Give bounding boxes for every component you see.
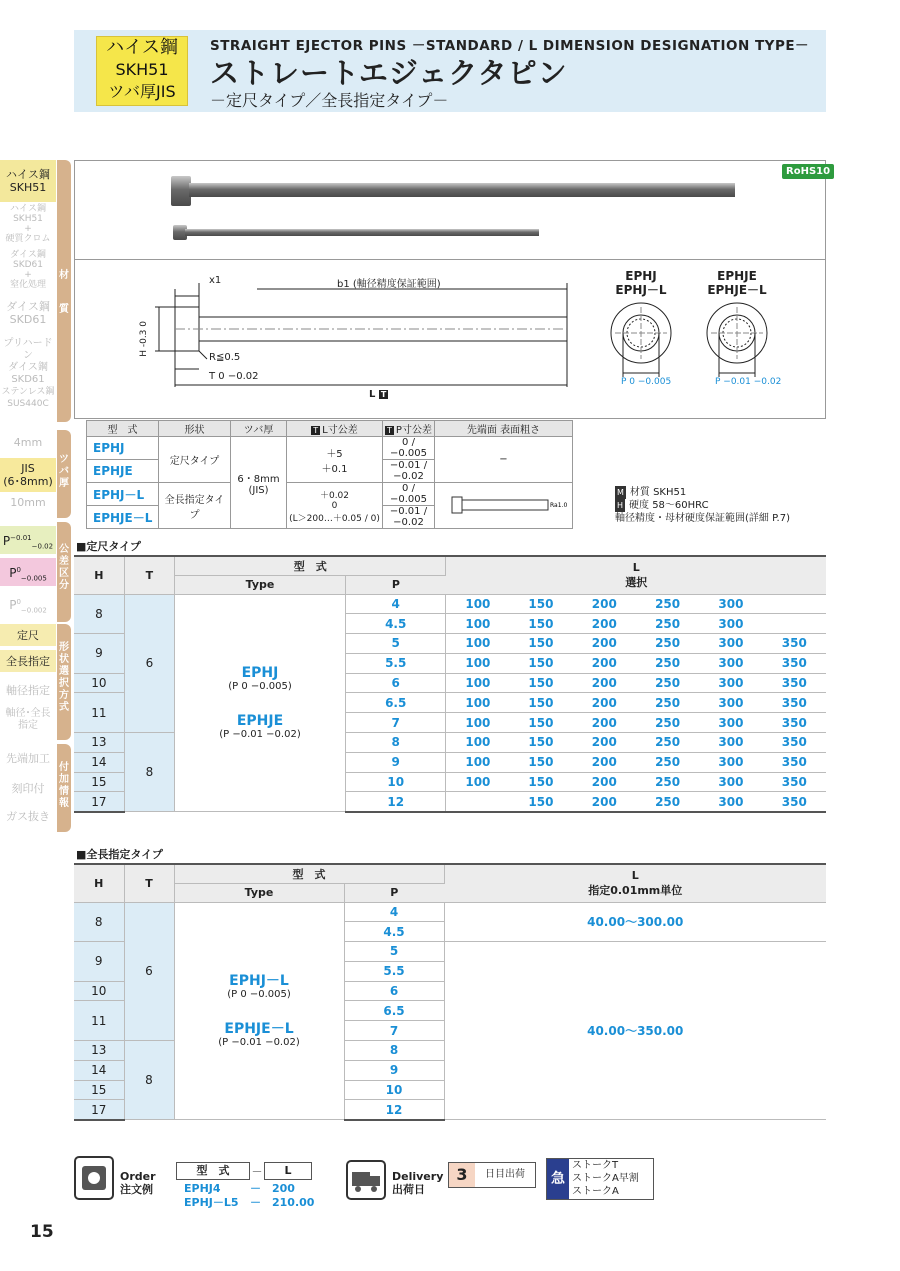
t2-p-header: P	[344, 883, 444, 902]
l-cell: 100	[446, 634, 509, 654]
spec-shape-length: 全長指定タイプ	[159, 483, 231, 529]
delivery-label: Delivery 出荷日	[392, 1170, 444, 1196]
p-cell: 4	[344, 902, 444, 922]
circle2-title: EPHJE EPHJE－L	[707, 269, 767, 297]
l-cell: 200	[573, 713, 636, 733]
t2-h-header: H	[74, 864, 124, 902]
t-cell: 8	[124, 1041, 174, 1120]
drawing-box	[74, 259, 826, 419]
h-cell: 13	[74, 733, 124, 753]
p-cell: 10	[345, 772, 446, 792]
h-cell: 10	[74, 981, 124, 1001]
sidenav-length-spec[interactable]: 全長指定	[0, 650, 56, 672]
order-head-model: 型 式	[176, 1162, 250, 1180]
l-cell: 300	[699, 594, 762, 614]
l-cell	[763, 614, 826, 634]
p-cell: 4	[345, 594, 446, 614]
standard-table	[74, 555, 826, 813]
hardness-mark: H	[617, 501, 624, 510]
pin-small-shaft	[185, 229, 539, 236]
l-cell: 200	[573, 772, 636, 792]
order-head-l: L	[264, 1162, 312, 1180]
sidenav-engraved[interactable]: 刻印付	[11, 782, 45, 795]
l-cell: 300	[699, 634, 762, 654]
l-cell: 250	[636, 634, 699, 654]
order-example: 型 式 － L EPHJ4 － 200 EPHJ－L5 － 210.00	[176, 1162, 314, 1210]
sidebar-tol-tab: 公 差 区 分	[57, 522, 71, 622]
l-cell: 200	[573, 792, 636, 812]
l-cell: 300	[699, 792, 762, 812]
urgent-icon: 急	[547, 1159, 569, 1199]
spec-ltol-std: ＋5 ＋0.1	[287, 437, 383, 483]
page-subtitle: －定尺タイプ／全長指定タイプ－	[210, 91, 449, 110]
l-cell: 150	[509, 634, 572, 654]
h-cell: 17	[74, 1100, 124, 1120]
title-en: STRAIGHT EJECTOR PINS －STANDARD / L DIMENSION DESIGNATION TYPE－	[210, 38, 810, 54]
sidenav-sus440c[interactable]: ステンレス鋼 SUS440C	[1, 387, 55, 409]
l-cell: 150	[509, 594, 572, 614]
h-cell: 14	[74, 752, 124, 772]
l-cell: 100	[446, 653, 509, 673]
h-cell: 13	[74, 1041, 124, 1061]
pin-small-head	[173, 225, 187, 240]
sidenav-skd61-nitride[interactable]: ダイス鋼 SKD61 + 窒化処理	[9, 250, 46, 290]
l-cell: 100	[446, 752, 509, 772]
l-cell: 300	[699, 614, 762, 634]
order-icon	[74, 1156, 114, 1203]
l-cell: 100	[446, 733, 509, 753]
sidenav-skh51-chrome[interactable]: ハイス鋼 SKH51 + 硬質クロム	[5, 204, 51, 244]
sidenav-skh51[interactable]: ハイス鋼 SKH51	[0, 160, 56, 202]
l-cell: 350	[763, 733, 826, 753]
l-cell: 200	[573, 594, 636, 614]
l-cell: 150	[509, 772, 572, 792]
sidenav-tol-b[interactable]: $P^0_{-0.005}$	[0, 558, 56, 586]
l-cell: 350	[763, 653, 826, 673]
l-cell: 200	[573, 653, 636, 673]
circle1-title: EPHJ EPHJ－L	[615, 269, 667, 297]
pin-photo-svg	[75, 161, 827, 261]
l-cell	[763, 594, 826, 614]
t-cell: 6	[124, 902, 174, 1041]
sidenav-dia-spec[interactable]: 軸径指定	[6, 684, 50, 697]
p-cell: 8	[344, 1041, 444, 1061]
sidenav-tip[interactable]: 先端加工	[6, 752, 50, 765]
sidenav-vent[interactable]: ガス抜き	[6, 810, 50, 823]
l-cell: 100	[446, 713, 509, 733]
p-cell: 4.5	[345, 614, 446, 634]
sidenav-skd61[interactable]: ダイス鋼 SKD61	[6, 300, 50, 326]
sidenav-prehardened[interactable]: プリハードン ダイス鋼 SKD61	[3, 338, 53, 385]
spec-model-ephj: EPHJ	[87, 437, 159, 460]
pin-large-shaft	[189, 183, 735, 197]
page-title: ストレートエジェクタピン	[210, 56, 568, 90]
table-row	[74, 902, 826, 922]
t2-l-header: L 指定0.01mm単位	[444, 864, 826, 902]
spec-shape-standard: 定尺タイプ	[159, 437, 231, 483]
delivery-truck-icon	[346, 1160, 386, 1203]
dim-t: T 0 −0.02	[209, 371, 259, 382]
l-cell: 100	[446, 673, 509, 693]
t1-p-header: P	[345, 575, 446, 594]
l-cell: 300	[699, 653, 762, 673]
l-cell: 150	[509, 693, 572, 713]
l-cell: 300	[699, 752, 762, 772]
h-cell: 14	[74, 1060, 124, 1080]
h-cell: 11	[74, 693, 124, 733]
spec-h-ptol: T P寸公差	[383, 421, 435, 437]
spec-ltol-len: ＋0.02 0 (L＞200…＋0.05 / 0)	[287, 483, 383, 529]
l-cell: 300	[699, 673, 762, 693]
spec-model-ephje: EPHJE	[87, 460, 159, 483]
l-cell: 250	[636, 733, 699, 753]
l-cell: 300	[699, 713, 762, 733]
sidebar-shape-tab: 形 状 選 択 方 式	[57, 624, 71, 740]
h-cell: 15	[74, 1080, 124, 1100]
t-cell: 8	[124, 733, 174, 812]
sidenav-dia-length-spec[interactable]: 軸径･全長 指定	[5, 708, 51, 731]
sidenav-standard[interactable]: 定尺	[0, 624, 56, 646]
l-cell: 250	[636, 653, 699, 673]
l-cell: 250	[636, 713, 699, 733]
p-cell: 4.5	[344, 922, 444, 942]
h-cell: 15	[74, 772, 124, 792]
spec-h-ltol: T L寸公差	[287, 421, 383, 437]
l-range-cell: 40.00～350.00	[444, 942, 826, 1120]
spec-ptol-1: 0 / −0.005	[383, 437, 435, 460]
p-cell: 6	[345, 673, 446, 693]
l-cell: 350	[763, 713, 826, 733]
spec-ptol-2: −0.01 / −0.02	[383, 460, 435, 483]
l-cell	[446, 792, 509, 812]
type-cell: EPHJ－L (P 0 −0.005) EPHJE－L (P −0.01 −0.02)	[174, 902, 344, 1120]
l-cell: 300	[699, 772, 762, 792]
l-cell: 350	[763, 634, 826, 654]
spec-h-flange: ツバ厚	[231, 421, 287, 437]
sidenav-flange-4mm[interactable]: 4mm	[13, 436, 43, 449]
l-cell: 350	[763, 693, 826, 713]
l-cell: 100	[446, 594, 509, 614]
spec-h-rough: 先端面 表面粗さ	[435, 421, 573, 437]
spec-ptol-4: −0.01 / −0.02	[383, 506, 435, 529]
dim-r: R≦0.5	[209, 352, 241, 363]
dim-l: L T	[369, 389, 387, 400]
p-cell: 6	[344, 981, 444, 1001]
dim-b1: b1 (軸径精度保証範囲)	[337, 279, 441, 290]
stroke-service[interactable]: 急 ストークT ストークA早割 ストークA	[546, 1158, 654, 1200]
svg-text:Ra1.0: Ra1.0	[549, 502, 567, 509]
circle2-tol: P −0.01 −0.02	[715, 377, 782, 387]
spec-h-shape: 形状	[159, 421, 231, 437]
l-cell: 350	[763, 792, 826, 812]
l-cell: 150	[509, 614, 572, 634]
section-length-title: ■全長指定タイプ	[76, 848, 163, 861]
length-table	[74, 863, 826, 1121]
h-cell: 17	[74, 792, 124, 812]
pin-large-head	[171, 176, 191, 206]
delivery-days: 3 日目出荷	[448, 1162, 536, 1188]
p-cell: 12	[344, 1100, 444, 1120]
section-standard-title: ■定尺タイプ	[76, 540, 141, 553]
spec-flange: 6・8mm (JIS)	[231, 437, 287, 529]
type-cell: EPHJ (P 0 −0.005) EPHJE (P −0.01 −0.02)	[175, 594, 346, 812]
l-range-cell: 40.00～300.00	[444, 902, 826, 942]
p-cell: 5.5	[345, 653, 446, 673]
l-cell: 250	[636, 752, 699, 772]
l-cell: 250	[636, 772, 699, 792]
l-cell: 200	[573, 614, 636, 634]
p-cell: 9	[345, 752, 446, 772]
t1-type-header: Type	[175, 575, 346, 594]
l-cell: 150	[509, 713, 572, 733]
dim-x1: x1	[209, 275, 222, 286]
page-number: 15	[30, 1222, 54, 1242]
h-cell: 8	[74, 594, 124, 634]
spec-model-ephj-l: EPHJ－L	[87, 483, 159, 506]
t2-model-header: 型 式	[174, 864, 444, 883]
p-cell: 7	[344, 1021, 444, 1041]
circle1-tol: P 0 −0.005	[621, 377, 672, 387]
sidebar-extra-tab: 付 加 情 報	[57, 744, 71, 832]
p-cell: 5	[344, 942, 444, 962]
p-cell: 5.5	[344, 961, 444, 981]
l-cell: 200	[573, 693, 636, 713]
t2-t-header: T	[124, 864, 174, 902]
spec-rough-std: −	[435, 437, 573, 483]
l-cell: 350	[763, 673, 826, 693]
material-mark: M	[617, 488, 624, 497]
p-cell: 12	[345, 792, 446, 812]
table-row	[74, 594, 826, 614]
p-cell: 8	[345, 733, 446, 753]
t1-model-header: 型 式	[175, 556, 446, 575]
spec-table	[86, 420, 573, 529]
dim-h: H -0.3 0	[139, 321, 149, 357]
badge-line-2: SKH51	[115, 60, 169, 79]
t-cell: 6	[124, 594, 174, 733]
h-cell: 9	[74, 942, 124, 982]
tip-roughness-icon	[444, 487, 567, 521]
spec-h-model: 型 式	[87, 421, 159, 437]
l-cell: 200	[573, 634, 636, 654]
rohs-badge: RoHS10	[782, 164, 834, 179]
h-cell: 11	[74, 1001, 124, 1041]
l-cell: 350	[763, 772, 826, 792]
l-cell: 150	[509, 752, 572, 772]
h-cell: 8	[74, 902, 124, 942]
l-cell: 100	[446, 614, 509, 634]
l-cell: 250	[636, 614, 699, 634]
t1-l-header: L 選択	[446, 556, 826, 594]
l-cell: 350	[763, 752, 826, 772]
p-cell: 7	[345, 713, 446, 733]
l-cell: 250	[636, 792, 699, 812]
l-cell: 100	[446, 772, 509, 792]
l-cell: 150	[509, 792, 572, 812]
l-cell: 200	[573, 733, 636, 753]
l-cell: 150	[509, 673, 572, 693]
l-cell: 300	[699, 693, 762, 713]
t1-t-header: T	[124, 556, 174, 594]
l-cell: 200	[573, 752, 636, 772]
l-cell: 300	[699, 733, 762, 753]
p-cell: 6.5	[344, 1001, 444, 1021]
sidebar-flange-tab: ツ バ 厚	[57, 430, 71, 518]
h-cell: 10	[74, 673, 124, 693]
material-badge	[96, 36, 188, 106]
sidebar-material-tab: 材 質	[57, 160, 71, 422]
spec-ptol-3: 0 / −0.005	[383, 483, 435, 506]
l-cell: 100	[446, 693, 509, 713]
l-cell: 150	[509, 733, 572, 753]
product-photo	[74, 160, 826, 260]
order-label: Order 注文例	[120, 1170, 156, 1196]
h-cell: 9	[74, 634, 124, 674]
sidenav-flange-10mm[interactable]: 10mm	[10, 496, 46, 509]
section-circles	[611, 303, 767, 377]
p-cell: 9	[344, 1060, 444, 1080]
t1-h-header: H	[74, 556, 124, 594]
l-cell: 250	[636, 693, 699, 713]
sidenav-flange-jis[interactable]: JIS (6･8mm)	[0, 458, 56, 492]
spec-model-ephje-l: EPHJE－L	[87, 506, 159, 529]
p-cell: 5	[345, 634, 446, 654]
p-cell: 10	[344, 1080, 444, 1100]
sidenav-tol-c[interactable]: $P^0_{-0.002}$	[9, 598, 47, 615]
badge-line-1: ハイス鋼	[106, 37, 178, 58]
l-cell: 250	[636, 673, 699, 693]
t2-type-header: Type	[174, 883, 344, 902]
material-note: 軸径精度・母材硬度保証範囲(詳細 P.7)	[615, 513, 790, 524]
p-cell: 6.5	[345, 693, 446, 713]
material-info: M 材質 SKH51 H 硬度 58～60HRC 軸径精度・母材硬度保証範囲(詳細 P.7)	[615, 487, 790, 524]
spec-rough-len	[435, 483, 573, 529]
sidenav-tol-a[interactable]: $P^{-0.01}_{-0.02}$	[0, 526, 56, 554]
l-cell: 150	[509, 653, 572, 673]
l-cell: 200	[573, 673, 636, 693]
l-cell: 250	[636, 594, 699, 614]
badge-line-3: ツバ厚JIS	[108, 82, 176, 101]
